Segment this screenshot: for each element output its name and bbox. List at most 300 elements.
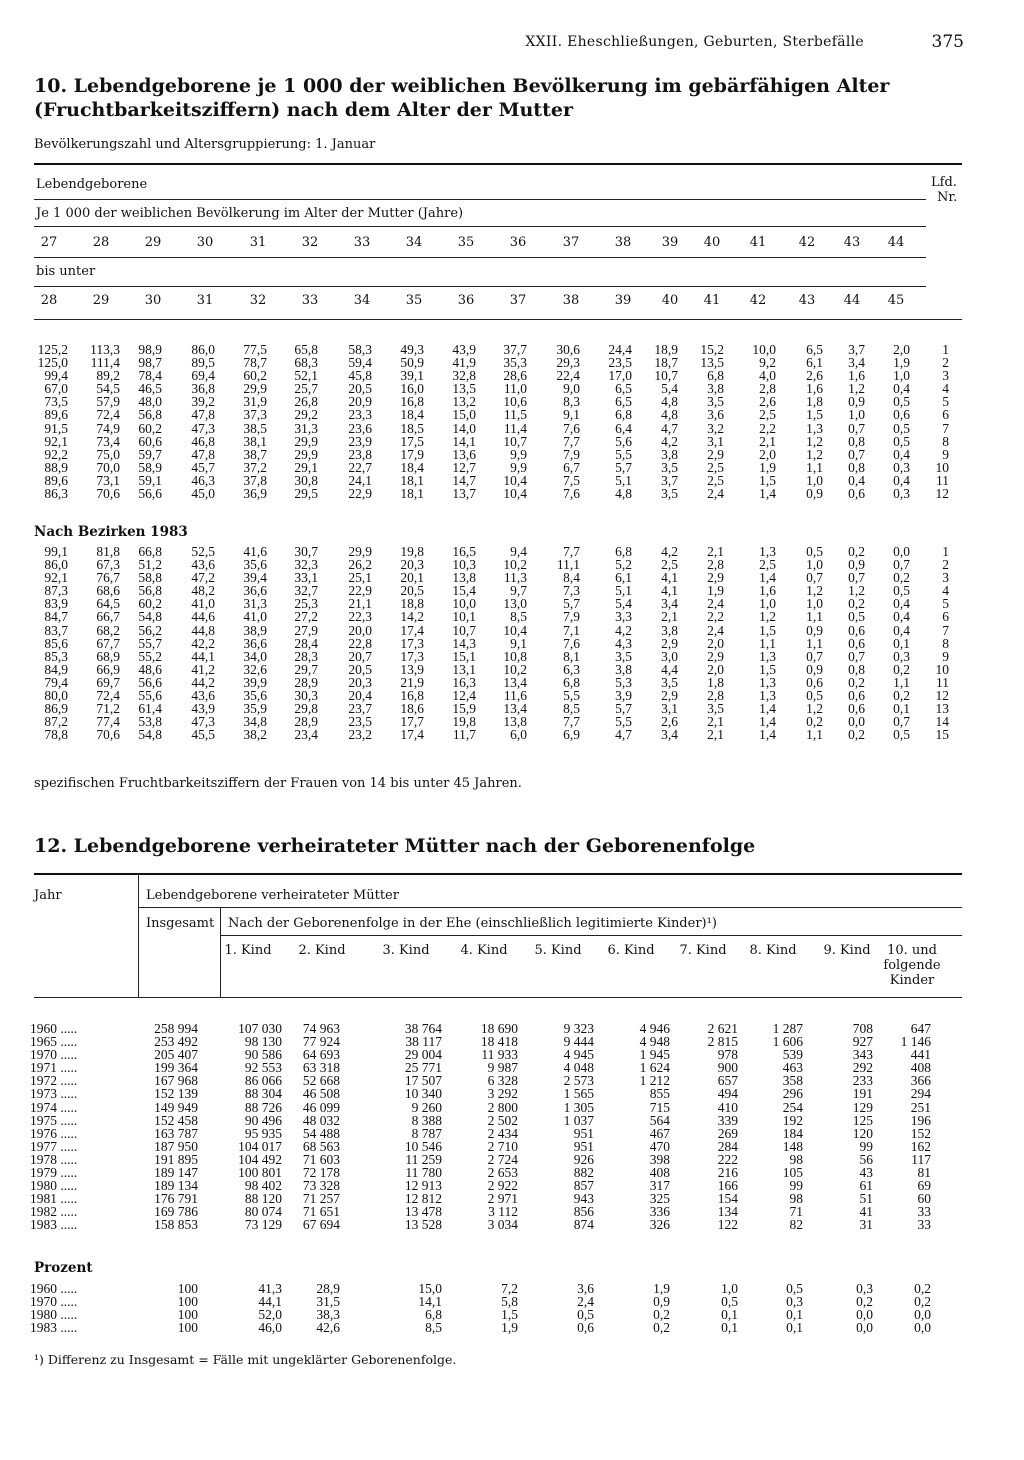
table12-cell: 951	[573, 1125, 594, 1141]
table10-b-cell: 1,0	[806, 596, 823, 612]
table12-cell: 25 771	[404, 1060, 442, 1076]
table10-header-sub: Je 1 000 der weiblichen Bevölkerung im Alter der Mutter (Jahre)	[36, 206, 464, 221]
table10-b-cell: 5,3	[615, 674, 632, 690]
table10-b-cell: 30,7	[294, 544, 318, 559]
table10-a-cell: 18,7	[654, 355, 678, 371]
table12-pct-cell: 0,1	[721, 1320, 738, 1336]
table10-b-cell: 0,7	[893, 714, 910, 730]
table10-b-cell: 8	[942, 635, 949, 651]
age-to-15: 43	[798, 293, 816, 308]
table12-cell: 441	[910, 1047, 931, 1063]
age-to-5: 33	[301, 293, 319, 308]
table12-pct-cell: 0,2	[653, 1320, 670, 1336]
table10-b-cell: 11,7	[452, 727, 476, 743]
age-from-10: 37	[562, 235, 580, 250]
table10-b-cell: 6,8	[563, 674, 580, 690]
table12-cell: 1970 .....	[30, 1047, 78, 1063]
table12-col-last-2: folgende	[883, 958, 941, 973]
table12-col-group: Lebendgeborene verheirateter Mütter	[146, 888, 399, 903]
table12-cell: 1978 .....	[30, 1151, 78, 1167]
table10-a-cell: 7,5	[563, 472, 580, 488]
table10-a-cell: 2,6	[759, 394, 776, 410]
table10-b-cell: 8,5	[510, 609, 527, 625]
table10-b-cell: 47,2	[191, 570, 215, 586]
table12-cell: 358	[782, 1073, 803, 1089]
table10-a-cell: 0,9	[806, 486, 823, 502]
age-to-16: 44	[843, 293, 861, 308]
table12-cell: 63 318	[302, 1060, 340, 1076]
table10-b-cell: 39,4	[243, 570, 267, 586]
table10-b-cell: 0,9	[848, 557, 865, 573]
table10-b-cell: 58,8	[138, 570, 162, 586]
table10-a-cell: 1	[942, 342, 949, 357]
table10-b-row	[0, 650, 1024, 663]
table12-cell: 120	[852, 1125, 873, 1141]
table10-b-cell: 2,9	[661, 688, 678, 704]
table10-b-cell: 44,1	[191, 648, 215, 664]
section-bezirke: Nach Bezirken 1983	[34, 524, 188, 540]
table12-cell: 856	[573, 1204, 594, 1220]
table10-b-cell: 0,9	[806, 661, 823, 677]
table10-a-cell: 11,4	[503, 420, 527, 436]
table12-pct-cell: 42,6	[316, 1320, 340, 1336]
table12-cell: 4 946	[639, 1021, 670, 1036]
table10-b-cell: 4,2	[615, 622, 632, 638]
table10-a-cell: 1,9	[893, 355, 910, 371]
table10-a-cell: 72,4	[96, 407, 120, 423]
table12-cell: 1960 .....	[30, 1021, 78, 1036]
table10-b-cell: 15,9	[452, 701, 476, 717]
table10-a-row	[0, 461, 1024, 474]
table10-a-cell: 35,3	[503, 355, 527, 371]
table10-b-cell: 3,5	[615, 648, 632, 664]
table12-cell: 99	[789, 1178, 803, 1194]
age-to-9: 37	[509, 293, 527, 308]
table10-b-cell: 16,5	[452, 544, 476, 559]
table10-a-cell: 20,5	[348, 381, 372, 397]
age-from-17: 44	[887, 235, 905, 250]
table12-cell: 90 496	[244, 1112, 282, 1128]
table10-b-cell: 11	[936, 674, 949, 690]
table12-cell: 222	[717, 1151, 738, 1167]
table10-b-cell: 44,8	[191, 622, 215, 638]
table12-cell: 134	[717, 1204, 738, 1220]
table12-cell: 10 340	[404, 1086, 442, 1102]
table10-b-cell: 3,5	[707, 701, 724, 717]
table10-a-cell: 25,7	[294, 381, 318, 397]
table12-cell: 253 492	[154, 1034, 198, 1050]
table12-pct-cell: 3,6	[577, 1281, 594, 1296]
table10-a-cell: 3,2	[707, 420, 724, 436]
table12-cell: 1 606	[772, 1034, 803, 1050]
table10-b-cell: 5,7	[615, 701, 632, 717]
table12-cell: 191 895	[154, 1151, 198, 1167]
table12-cell: 122	[717, 1217, 738, 1233]
table10-a-cell: 29,3	[556, 355, 580, 371]
table10-a-cell: 3,5	[661, 486, 678, 502]
table12-cell: 60	[917, 1191, 931, 1207]
table10-b-cell: 1,1	[759, 635, 776, 651]
table10-a-cell: 17,5	[400, 433, 424, 449]
table10-b-cell: 52,5	[191, 544, 215, 559]
table10-a-cell: 10	[935, 459, 949, 475]
table10-b-cell: 2,1	[707, 727, 724, 743]
table10-a-cell: 9	[942, 446, 949, 462]
table10-a-cell: 24,4	[608, 342, 632, 357]
table10-b-cell: 1,9	[707, 583, 724, 599]
table12-pct-cell: 1,9	[653, 1281, 670, 1296]
table12-cell: 1982 .....	[30, 1204, 78, 1220]
age-from-15: 42	[798, 235, 816, 250]
table10-b-cell: 1,6	[759, 583, 776, 599]
table10-a-cell: 1,0	[848, 407, 865, 423]
table12-cell: 398	[649, 1151, 670, 1167]
table10-b-cell: 13,1	[452, 661, 476, 677]
table12-cell: 325	[649, 1191, 670, 1207]
table10-a-cell: 24,1	[348, 472, 372, 488]
table12-footnote: ¹) Differenz zu Insgesamt = Fälle mit ungeklärter Geborenenfolge.	[34, 1352, 457, 1367]
table10-b-cell: 22,8	[348, 635, 372, 651]
table10-b-cell: 7,1	[563, 622, 580, 638]
table12-cell: 366	[910, 1073, 931, 1089]
table10-b-cell: 28,9	[294, 674, 318, 690]
table10-b-cell: 53,8	[138, 714, 162, 730]
table10-a-cell: 4,2	[661, 433, 678, 449]
table12-top-rule	[34, 873, 962, 875]
table10-a-cell: 36,8	[191, 381, 215, 397]
table12-pct-cell: 38,3	[316, 1307, 340, 1323]
age-from-4: 31	[249, 235, 267, 250]
table10-b-cell: 0,2	[848, 544, 865, 559]
table10-a-cell: 1,5	[759, 472, 776, 488]
table10-a-cell: 58,9	[138, 459, 162, 475]
age-from-14: 41	[749, 235, 767, 250]
table10-b-cell: 77,4	[96, 714, 120, 730]
table10-a-cell: 3,4	[848, 355, 865, 371]
table10-a-cell: 2,0	[759, 446, 776, 462]
table10-b-cell: 32,3	[294, 557, 318, 573]
table12-cell: 216	[717, 1165, 738, 1181]
table12-cell: 882	[573, 1165, 594, 1181]
table12-row	[0, 1101, 1024, 1114]
table10-a-cell: 10,7	[654, 368, 678, 384]
table10-a-cell: 1,6	[848, 368, 865, 384]
table12-cell: 254	[782, 1099, 803, 1115]
table10-a-cell: 13,2	[452, 394, 476, 410]
table10-a-cell: 2,2	[759, 420, 776, 436]
table12-cell: 17 507	[404, 1073, 442, 1089]
table10-b-cell: 39,9	[243, 674, 267, 690]
table10-b-cell: 5,1	[615, 583, 632, 599]
table12-pct-cell: 6,8	[425, 1307, 442, 1323]
table10-b-cell: 3,3	[615, 609, 632, 625]
table10-b-cell: 32,6	[243, 661, 267, 677]
table12-cell: 1977 .....	[30, 1138, 78, 1154]
table10-b-cell: 4,2	[661, 544, 678, 559]
table10-b-cell: 66,8	[138, 544, 162, 559]
table10-a-cell: 3,8	[707, 381, 724, 397]
table12-pct-cell: 0,2	[914, 1281, 931, 1296]
table12-col-kind-4: 4. Kind	[460, 943, 508, 958]
table10-a-cell: 1,1	[806, 459, 823, 475]
table12-pct-cell: 2,4	[577, 1294, 594, 1310]
table10-b-cell: 25,1	[348, 570, 372, 586]
table12-cell: 46 099	[302, 1099, 340, 1115]
table12-pct-cell: 5,8	[501, 1294, 518, 1310]
table10-b-row	[0, 610, 1024, 623]
table10-a-cell: 37,3	[243, 407, 267, 423]
table10-a-cell: 49,3	[400, 342, 424, 357]
table12-cell: 2 710	[487, 1138, 518, 1154]
table10-b-cell: 54,8	[138, 727, 162, 743]
table12-cell: 54 488	[302, 1125, 340, 1141]
table10-a-cell: 36,9	[243, 486, 267, 502]
table10-a-cell: 45,8	[348, 368, 372, 384]
table10-a-cell: 77,5	[243, 342, 267, 357]
table10-b-cell: 67,7	[96, 635, 120, 651]
table12-cell: 1974 .....	[30, 1099, 78, 1115]
table10-a-cell: 23,8	[348, 446, 372, 462]
table12-cell: 2 815	[707, 1034, 738, 1050]
table10-b-cell: 14	[935, 714, 949, 730]
table10-a-cell: 1,0	[893, 368, 910, 384]
table12-cell: 105	[782, 1165, 803, 1181]
table10-b-cell: 41,0	[243, 609, 267, 625]
table10-a-cell: 1,2	[806, 433, 823, 449]
table12-cell: 68 563	[302, 1138, 340, 1154]
table12-cell: 1 212	[639, 1073, 670, 1089]
table12-cell: 564	[649, 1112, 670, 1128]
table10-b-cell: 0,7	[848, 570, 865, 586]
table12-cell: 3 034	[487, 1217, 518, 1233]
table12-cell: 874	[573, 1217, 594, 1233]
table12-cell: 2 573	[563, 1073, 594, 1089]
table10-b-cell: 5,5	[615, 714, 632, 730]
table10-b-cell: 44,6	[191, 609, 215, 625]
table10-b-cell: 3,8	[661, 622, 678, 638]
table10-b-cell: 66,7	[96, 609, 120, 625]
table10-b-cell: 19,8	[400, 544, 424, 559]
table12-cell: 2 434	[487, 1125, 518, 1141]
table10-a-cell: 70,6	[96, 486, 120, 502]
table10-a-cell: 52,1	[294, 368, 318, 384]
table12-row	[0, 1087, 1024, 1100]
table12-cell: 339	[717, 1112, 738, 1128]
table10-a-cell: 28,6	[503, 368, 527, 384]
table10-b-cell: 0,6	[848, 635, 865, 651]
table10-b-cell: 15,1	[452, 648, 476, 664]
table10-b-cell: 0,3	[893, 648, 910, 664]
table10-b-cell: 13,0	[503, 596, 527, 612]
table10-b-cell: 1,1	[893, 674, 910, 690]
table12-pct-cell: 100	[177, 1294, 198, 1310]
table10-a-cell: 7	[942, 420, 949, 436]
table10-a-cell: 11,5	[503, 407, 527, 423]
table12-cell: 88 304	[244, 1086, 282, 1102]
table10-b-cell: 10,8	[503, 648, 527, 664]
table10-b-cell: 2,0	[707, 635, 724, 651]
table10-a-cell: 54,5	[96, 381, 120, 397]
table10-header-top: Lebendgeborene	[36, 177, 148, 192]
table10-a-cell: 29,2	[294, 407, 318, 423]
table10-a-cell: 6,5	[615, 394, 632, 410]
table12-cell: 857	[573, 1178, 594, 1194]
table12-cell: 43	[859, 1165, 873, 1181]
table10-b-cell: 70,6	[96, 727, 120, 743]
table10-b-cell: 2,6	[661, 714, 678, 730]
table10-a-cell: 2,1	[759, 433, 776, 449]
table10-b-cell: 85,3	[44, 648, 68, 664]
table12-pct-cell: 52,0	[258, 1307, 282, 1323]
table10-b-cell: 23,4	[294, 727, 318, 743]
table12-cell: 199 364	[154, 1060, 198, 1076]
table12-cell: 855	[649, 1086, 670, 1102]
table12-cell: 13 528	[404, 1217, 442, 1233]
table10-a-cell: 17,0	[608, 368, 632, 384]
table12-cell: 100 801	[238, 1165, 282, 1181]
table10-a-cell: 17,9	[400, 446, 424, 462]
table10-b-cell: 0,2	[848, 596, 865, 612]
table10-a-cell: 3,5	[707, 394, 724, 410]
table10-a-cell: 7,6	[563, 420, 580, 436]
table12-cell: 1965 .....	[30, 1034, 78, 1050]
table10-b-cell: 25,3	[294, 596, 318, 612]
table12-pct-row	[0, 1321, 1024, 1334]
table10-a-cell: 2,4	[707, 486, 724, 502]
table10-a-cell: 48,0	[138, 394, 162, 410]
table10-b-cell: 0,5	[848, 609, 865, 625]
table10-a-cell: 98,9	[138, 342, 162, 357]
table12-cell: 162	[910, 1138, 931, 1154]
table10-b-cell: 13,8	[503, 714, 527, 730]
table10-a-cell: 31,9	[243, 394, 267, 410]
table12-col-insgesamt: Insgesamt	[146, 916, 215, 931]
table10-bis-unter: bis unter	[36, 264, 96, 279]
table10-a-cell: 68,3	[294, 355, 318, 371]
table12-cell: 56	[859, 1151, 873, 1167]
table12-cell: 71	[789, 1204, 803, 1220]
table10-a-cell: 23,5	[608, 355, 632, 371]
table10-a-cell: 10,7	[503, 433, 527, 449]
table12-cell: 196	[910, 1112, 931, 1128]
table10-b-cell: 86,0	[44, 557, 68, 573]
table12-cell: 233	[852, 1073, 873, 1089]
age-from-13: 40	[703, 235, 721, 250]
table10-b-cell: 1,5	[759, 622, 776, 638]
table10-b-cell: 1,2	[806, 583, 823, 599]
table10-b-cell: 13,4	[503, 674, 527, 690]
table12-cell: 73 328	[302, 1178, 340, 1194]
table10-b-cell: 79,4	[44, 674, 68, 690]
table12-cell: 4 948	[639, 1034, 670, 1050]
table10-b-cell: 56,8	[138, 583, 162, 599]
table10-a-cell: 3,1	[707, 433, 724, 449]
table10-b-cell: 2,1	[661, 609, 678, 625]
table12-col-kind-3: 3. Kind	[382, 943, 430, 958]
table10-a-cell: 5,1	[615, 472, 632, 488]
age-to-8: 36	[457, 293, 475, 308]
table10-b-cell: 17,4	[400, 727, 424, 743]
table12-cell: 82	[789, 1217, 803, 1233]
table10-b-cell: 9,4	[510, 544, 527, 559]
table10-body-a	[0, 343, 1024, 500]
table10-a-cell: 73,4	[96, 433, 120, 449]
table12-cell: 11 933	[481, 1047, 518, 1063]
table10-subtitle: Bevölkerungszahl und Altersgruppierung: 1. Januar	[34, 137, 376, 152]
table10-a-cell: 6,5	[615, 381, 632, 397]
table10-b-cell: 1,0	[806, 557, 823, 573]
age-to-1: 29	[92, 293, 110, 308]
table12-cell: 258 994	[154, 1021, 198, 1036]
table10-a-cell: 18,1	[400, 472, 424, 488]
table10-b-cell: 44,2	[191, 674, 215, 690]
table10-b-cell: 10,1	[452, 609, 476, 625]
table10-a-cell: 58,3	[348, 342, 372, 357]
table10-a-cell: 98,7	[138, 355, 162, 371]
table12-cell: 3 292	[487, 1086, 518, 1102]
table10-a-cell: 3	[942, 368, 949, 384]
table10-a-cell: 31,3	[294, 420, 318, 436]
table10-a-cell: 0,7	[848, 420, 865, 436]
table10-b-cell: 21,9	[400, 674, 424, 690]
table12-pct-cell: 0,0	[914, 1307, 931, 1323]
table10-b-cell: 55,7	[138, 635, 162, 651]
table10-b-cell: 1,2	[759, 609, 776, 625]
table10-a-cell: 56,8	[138, 407, 162, 423]
age-from-5: 32	[301, 235, 319, 250]
table12-cell: 154	[717, 1191, 738, 1207]
table12-pct-cell: 31,5	[316, 1294, 340, 1310]
age-to-6: 34	[353, 293, 371, 308]
table10-a-cell: 1,0	[806, 472, 823, 488]
table12-cell: 125	[852, 1112, 873, 1128]
table10-b-cell: 0,9	[806, 622, 823, 638]
table10-a-cell: 46,5	[138, 381, 162, 397]
table10-b-cell: 84,7	[44, 609, 68, 625]
table10-a-cell: 4,8	[615, 486, 632, 502]
table12-cell: 117	[911, 1151, 931, 1167]
table10-a-cell: 0,5	[893, 394, 910, 410]
table12-cell: 1979 .....	[30, 1165, 78, 1181]
table12-pct-cell: 0,2	[856, 1294, 873, 1310]
table10-a-cell: 45,7	[191, 459, 215, 475]
page-number: 375	[931, 32, 964, 52]
table12-cell: 251	[910, 1099, 931, 1115]
table12-cell: 152 139	[154, 1086, 198, 1102]
table10-b-cell: 41,6	[243, 544, 267, 559]
table10-a-cell: 75,0	[96, 446, 120, 462]
table10-b-cell: 11,1	[556, 557, 580, 573]
table12-pct-cell: 0,1	[721, 1307, 738, 1323]
table12-cell: 269	[717, 1125, 738, 1141]
table12-pct-cell: 28,9	[316, 1281, 340, 1296]
table10-b-cell: 43,6	[191, 557, 215, 573]
table10-a-cell: 78,7	[243, 355, 267, 371]
table12-cell: 74 963	[302, 1021, 340, 1036]
age-to-2: 30	[144, 293, 162, 308]
table10-a-cell: 67,0	[44, 381, 68, 397]
table12-cell: 99	[859, 1138, 873, 1154]
table10-b-cell: 48,2	[191, 583, 215, 599]
table10-a-cell: 29,5	[294, 486, 318, 502]
table12-pct-cell: 0,1	[786, 1320, 803, 1336]
table12-cell: 169 786	[154, 1204, 198, 1220]
table10-a-cell: 0,7	[848, 446, 865, 462]
table10-a-row	[0, 422, 1024, 435]
table12-cell: 46 508	[302, 1086, 340, 1102]
table12-cell: 189 134	[154, 1178, 198, 1194]
table10-b-cell: 2,2	[707, 609, 724, 625]
